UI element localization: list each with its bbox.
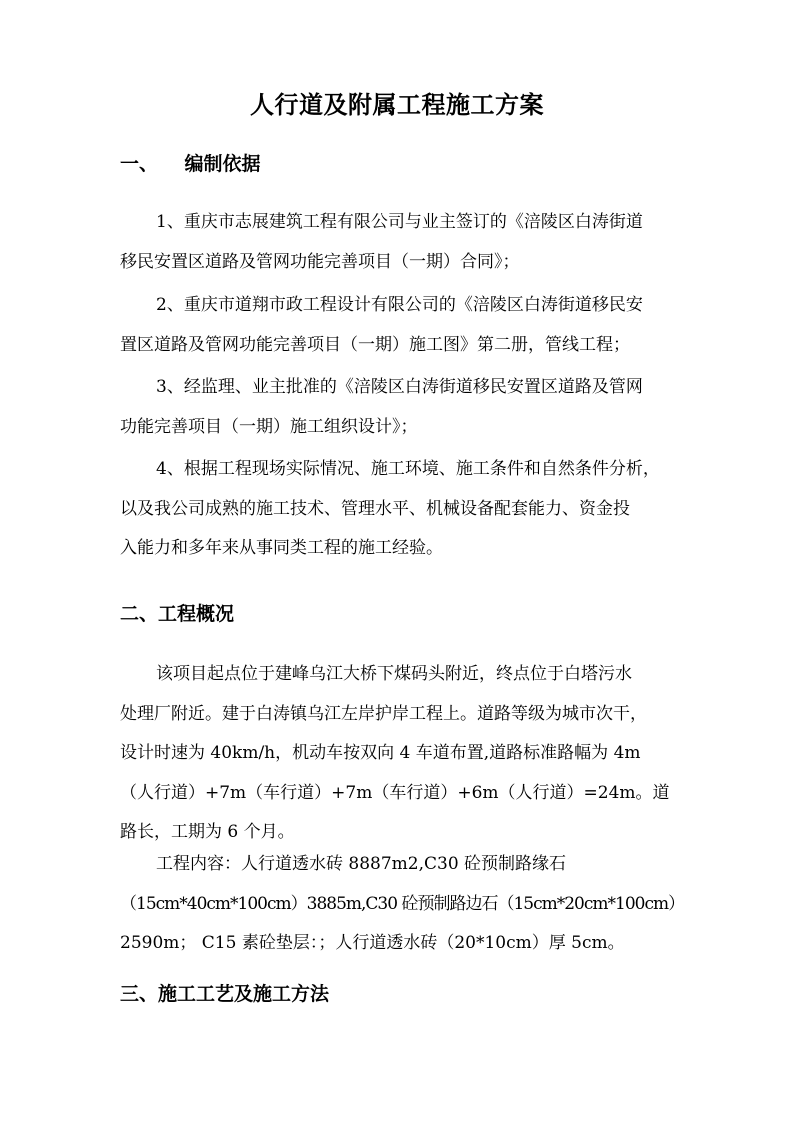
paragraph-line: 4、根据工程现场实际情况、施工环境、施工条件和自然条件分析， xyxy=(156,459,660,479)
section-heading-methods: 三、施工工艺及施工方法 xyxy=(120,983,330,1005)
paragraph-basis-4 xyxy=(120,450,686,569)
paragraph-basis-3 xyxy=(120,368,686,447)
paragraph-basis-2 xyxy=(120,286,686,365)
paragraph-line: 2、重庆市道翔市政工程设计有限公司的《涪陵区白涛街道移民安 xyxy=(156,295,643,315)
paragraph-line: 置区道路及管网功能完善项目（一期）施工图》第二册，管线工程； xyxy=(120,334,630,355)
paragraph-line: 以及我公司成熟的施工技术、管理水平、机械设备配套能力、资金投 xyxy=(120,498,630,519)
paragraph-overview-1 xyxy=(120,655,686,853)
paragraph-basis-1 xyxy=(120,203,686,282)
paragraph-line: 工程内容：人行道透水砖 8887m2,C30 砼预制路缘石 xyxy=(156,854,567,874)
paragraph-line: 路长，工期为 6 个月。 xyxy=(120,822,295,842)
section-heading-basis: 一、 编制依据 xyxy=(120,153,261,175)
paragraph-line: 设计时速为 40km/h，机动车按双向 4 车道布置,道路标准路幅为 4m xyxy=(120,743,641,763)
paragraph-line: （15cm*40cm*100cm）3885m,C30 砼预制路边石（15cm*20cm*100cm） xyxy=(120,893,685,914)
document-title: 人行道及附属工程施工方案 xyxy=(250,90,544,119)
paragraph-line: 入能力和多年来从事同类工程的施工经验。 xyxy=(120,538,443,558)
paragraph-line: 移民安置区道路及管网功能完善项目（一期）合同》； xyxy=(120,251,520,272)
paragraph-line: 2590m； C15 素砼垫层：；人行道透水砖（20*10cm）厚 5cm。 xyxy=(120,933,625,953)
paragraph-line: 1、重庆市志展建筑工程有限公司与业主签订的《涪陵区白涛街道 xyxy=(156,212,643,232)
paragraph-line: 处理厂附近。建于白涛镇乌江左岸护岸工程上。道路等级为城市次干， xyxy=(120,703,647,724)
paragraph-line: 3、经监理、业主批准的《涪陵区白涛街道移民安置区道路及管网 xyxy=(156,377,643,397)
paragraph-line: 该项目起点位于建峰乌江大桥下煤码头附近，终点位于白塔污水 xyxy=(156,664,632,684)
paragraph-overview-2 xyxy=(120,845,686,964)
paragraph-line: 功能完善项目（一期）施工组织设计》； xyxy=(120,416,418,437)
paragraph-line: （人行道）+7m（车行道）+7m（车行道）+6m（人行道）=24m。道 xyxy=(120,782,670,803)
section-heading-overview: 二、工程概况 xyxy=(120,603,235,625)
